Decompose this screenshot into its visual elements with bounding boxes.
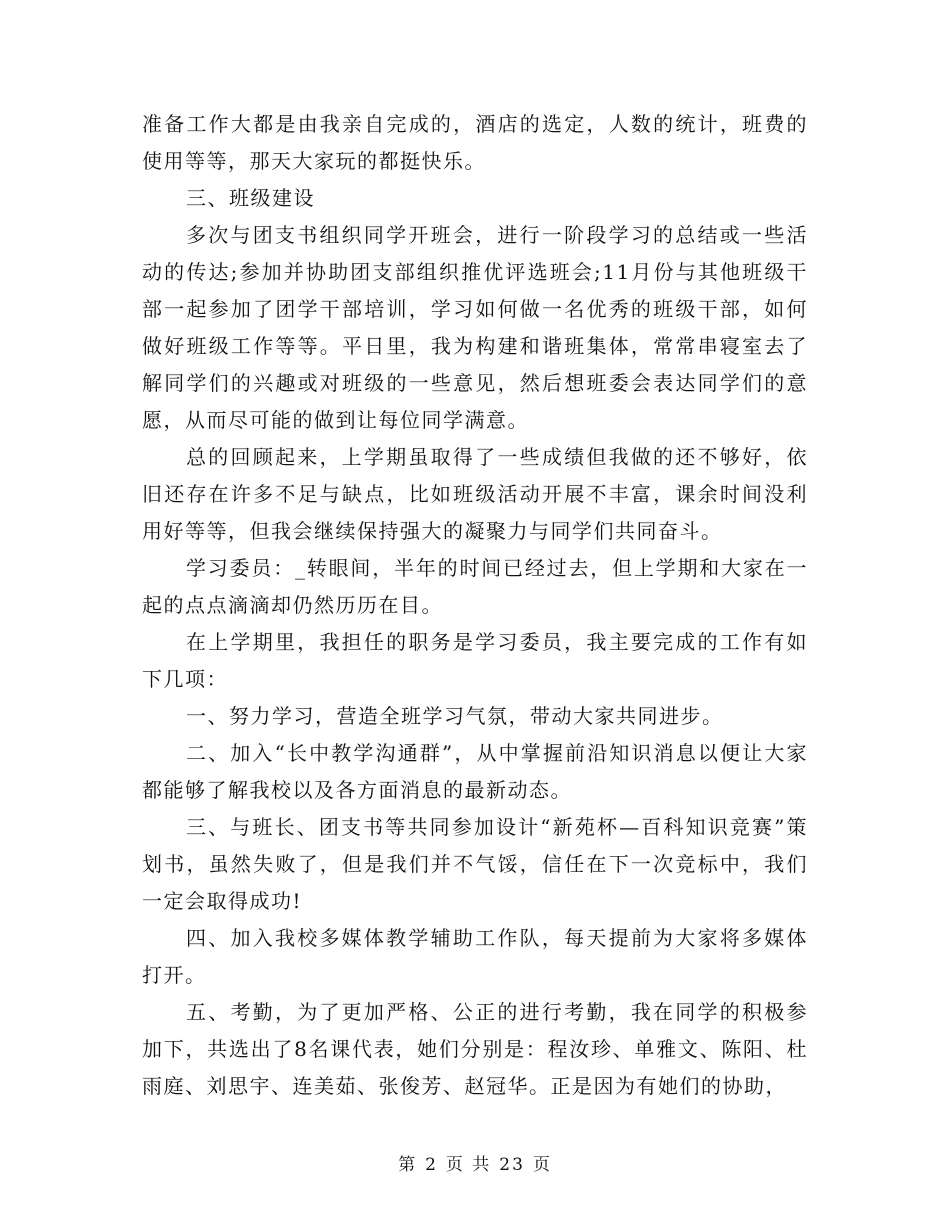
paragraph-3: 多次与团支书组织同学开班会，进行一阶段学习的总结或一些活动的传达;参加并协助团支部组织推优评选班会;11月份与其他班级干部一起参加了团学干部培训，学习如何做一名优秀的班级干部，如何做好班级工作等等。平日里，我为构建和谐班集体，常常串寝室去了解同学们的兴趣或对班级的一些意见，然后想班委会表达同学们的意愿，从而尽可能的做到让每位同学满意。 [142, 223, 808, 432]
list-item-3: 三、与班长、团支书等共同参加设计“新苑杯—百科知识竞赛”策划书，虽然失败了，但是我们并不气馁，信任在下一次竞标中，我们一定会取得成功! [142, 815, 808, 913]
paragraph-5: 学习委员：_转眼间，半年的时间已经过去，但上学期和大家在一起的点点滴滴却仍然历历在目。 [142, 556, 808, 617]
list-item-1: 一、努力学习，营造全班学习气氛，带动大家共同进步。 [186, 704, 724, 728]
list-item-4: 四、加入我校多媒体教学辅助工作队，每天提前为大家将多媒体打开。 [142, 926, 808, 987]
list-item-2: 二、加入“长中教学沟通群”，从中掌握前沿知识消息以便让大家都能够了解我校以及各方面消息的最新动态。 [142, 741, 808, 802]
section-heading-class-building: 三、班级建设 [186, 186, 315, 210]
document-body [142, 106, 808, 1105]
page-footer [0, 1150, 950, 1175]
footer-prefix: 第 [398, 1155, 418, 1175]
paragraph-6: 在上学期里，我担任的职务是学习委员，我主要完成的工作有如下几项： [142, 630, 808, 691]
list-item-5: 五、考勤，为了更加严格、公正的进行考勤，我在同学的积极参加下，共选出了8名课代表，她们分别是：程汝珍、单雅文、陈阳、杜雨庭、刘思宇、连美茹、张俊芳、赵冠华。正是因为有她们的协助， [142, 1000, 808, 1098]
footer-suffix: 页 [532, 1155, 552, 1175]
footer-page-number: 2 [425, 1155, 438, 1175]
footer-total-pages: 23 [499, 1155, 525, 1175]
paragraph-1: 准备工作大都是由我亲自完成的，酒店的选定，人数的统计，班费的使用等等，那天大家玩的都挺快乐。 [142, 112, 808, 173]
footer-middle: 页 共 [445, 1155, 492, 1175]
paragraph-4: 总的回顾起来，上学期虽取得了一些成绩但我做的还不够好，依旧还存在许多不足与缺点，比如班级活动开展不丰富，课余时间没利用好等等，但我会继续保持强大的凝聚力与同学们共同奋斗。 [142, 445, 808, 543]
